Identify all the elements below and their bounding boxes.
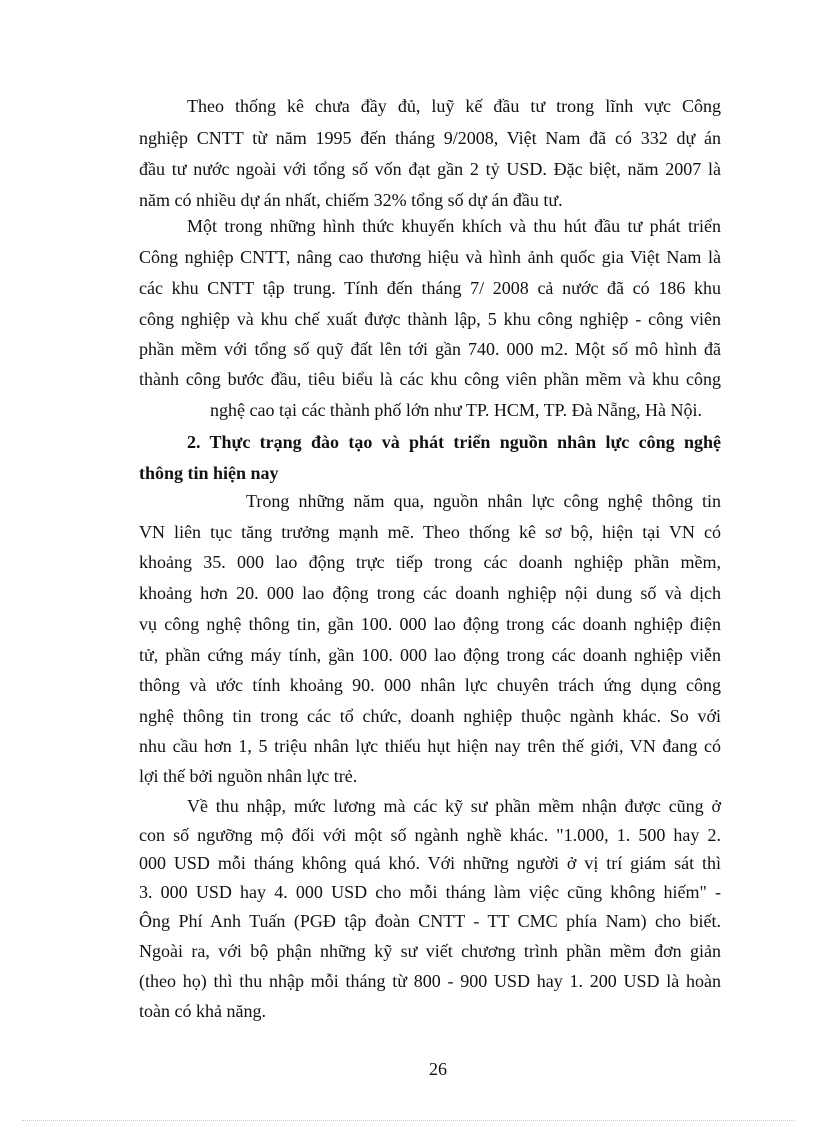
paragraph-line: Công nghiệp CNTT, nâng cao thương hiệu và hình ảnh quốc gia Việt Nam là — [139, 247, 721, 267]
paragraph-line: khoảng 35. 000 lao động trực tiếp trong các doanh nghiệp phần mềm, — [139, 552, 721, 572]
paragraph-line: khoảng hơn 20. 000 lao động trong các doanh nghiệp nội dung số và dịch — [139, 583, 721, 603]
paragraph-line: con số ngưỡng mộ đối với một số ngành nghề khác. "1.000, 1. 500 hay 2. — [139, 825, 721, 845]
paragraph-line: các khu CNTT tập trung. Tính đến tháng 7/ 2008 cả nước đã có 186 khu — [139, 278, 721, 298]
paragraph-line: 3. 000 USD hay 4. 000 USD cho mỗi tháng làm việc cũng không hiếm" - — [139, 882, 721, 902]
paragraph-line: công nghiệp và khu chế xuất được thành lập, 5 khu công nghiệp - công viên — [139, 309, 721, 329]
paragraph-line: nghệ cao tại các thành phố lớn như TP. HCM, TP. Đà Nẵng, Hà Nội. — [210, 400, 703, 420]
paragraph-line: 000 USD mỗi tháng không quá khó. Với những người ở vị trí giám sát thì — [139, 853, 721, 873]
paragraph-line: tử, phần cứng máy tính, gần 100. 000 lao động trong các doanh nghiệp viễn — [139, 645, 721, 665]
paragraph-line: lợi thế bởi nguồn nhân lực trẻ. — [139, 766, 358, 786]
heading-line: 2. Thực trạng đào tạo và phát triển nguồn nhân lực công nghệ — [187, 432, 721, 452]
heading-line: thông tin hiện nay — [139, 463, 279, 483]
paragraph-line: vụ công nghệ thông tin, gần 100. 000 lao động trong các doanh nghiệp điện — [139, 614, 721, 634]
paragraph-line: năm có nhiều dự án nhất, chiếm 32% tổng số dự án đầu tư. — [139, 190, 563, 210]
paragraph-line: nhu cầu hơn 1, 5 triệu nhân lực thiếu hụt hiện nay trên thế giới, VN đang có — [139, 736, 721, 756]
paragraph-line: nghệ thông tin trong các tổ chức, doanh nghiệp thuộc ngành khác. So với — [139, 706, 721, 726]
paragraph-line: Về thu nhập, mức lương mà các kỹ sư phần mềm nhận được cũng ở — [187, 796, 721, 816]
paragraph-line: phần mềm với tổng số quỹ đất lên tới gần 740. 000 m2. Một số mô hình đã — [139, 339, 721, 359]
paragraph-line: Theo thống kê chưa đầy đủ, luỹ kế đầu tư trong lĩnh vực Công — [187, 96, 721, 116]
paragraph-line: thông và ước tính khoảng 90. 000 nhân lực chuyên trách ứng dụng công — [139, 675, 721, 695]
paragraph-line: Ngoài ra, với bộ phận những kỹ sư viết chương trình phần mềm đơn giản — [139, 941, 721, 961]
page-bottom-divider — [22, 1120, 794, 1121]
paragraph-line: đầu tư nước ngoài với tổng số vốn đạt gần 2 tỷ USD. Đặc biệt, năm 2007 là — [139, 159, 721, 179]
paragraph-line: Ông Phí Anh Tuấn (PGĐ tập đoàn CNTT - TT CMC phía Nam) cho biết. — [139, 911, 721, 931]
page-number: 26 — [429, 1059, 447, 1079]
paragraph-line: thành công bước đầu, tiêu biểu là các khu công viên phần mềm và khu công — [139, 369, 721, 389]
paragraph-line: Một trong những hình thức khuyến khích và thu hút đầu tư phát triển — [187, 216, 721, 236]
paragraph-line: VN liên tục tăng trưởng mạnh mẽ. Theo thống kê sơ bộ, hiện tại VN có — [139, 522, 721, 542]
paragraph-line: (theo họ) thì thu nhập mỗi tháng từ 800 - 900 USD hay 1. 200 USD là hoàn — [139, 971, 721, 991]
paragraph-line: toàn có khả năng. — [139, 1001, 266, 1021]
paragraph-line: Trong những năm qua, nguồn nhân lực công nghệ thông tin — [246, 491, 721, 511]
paragraph-line: nghiệp CNTT từ năm 1995 đến tháng 9/2008, Việt Nam đã có 332 dự án — [139, 128, 721, 148]
